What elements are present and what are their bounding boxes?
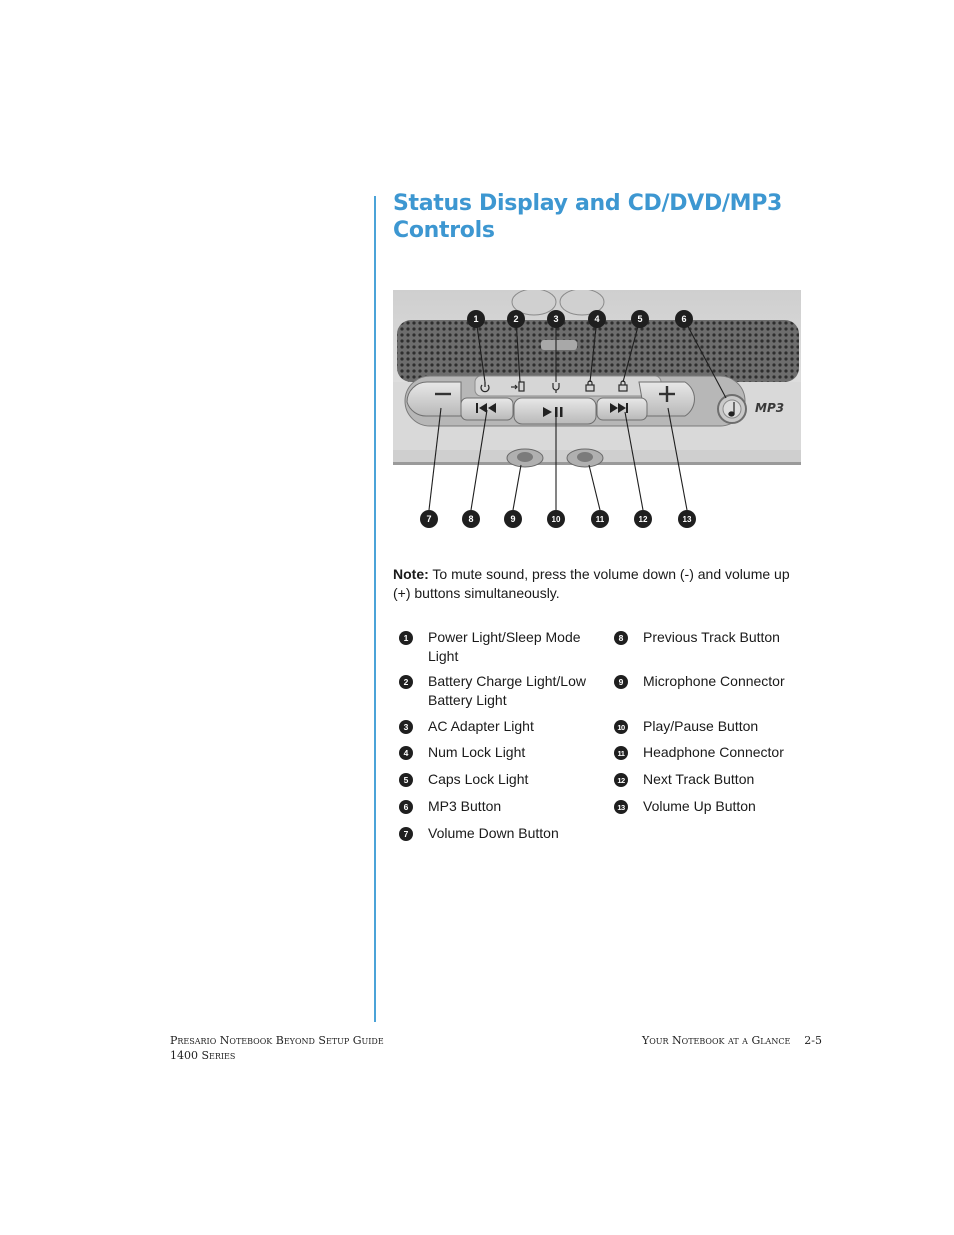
legend-text: Headphone Connector	[643, 744, 784, 760]
note	[393, 565, 803, 603]
legend-number: 5	[399, 773, 413, 787]
legend-text: Volume Up Button	[643, 798, 756, 814]
callout-11: 11	[595, 515, 605, 524]
page-number: 2-5	[804, 1034, 822, 1047]
legend-text: Next Track Button	[643, 771, 755, 787]
legend-text: Play/Pause Button	[643, 718, 759, 734]
legend-column-1	[399, 628, 599, 851]
legend-text: Battery Charge Light/Low Battery Light	[428, 673, 586, 708]
volume-down-button	[407, 382, 461, 416]
speaker-grille	[397, 320, 799, 382]
note-label: Note:	[393, 566, 429, 582]
legend-text: Volume Down Button	[428, 825, 559, 841]
controls-diagram	[393, 290, 803, 535]
callout-5: 5	[637, 314, 643, 324]
legend-text: Num Lock Light	[428, 744, 526, 760]
legend-text: Power Light/Sleep Mode Light	[428, 629, 581, 664]
status-display	[475, 376, 661, 396]
callout-12: 12	[638, 515, 648, 524]
legend-column-2	[614, 628, 814, 824]
callout-13: 13	[682, 515, 692, 524]
legend-number: 8	[614, 631, 628, 645]
legend-item	[614, 717, 814, 743]
legend-item	[614, 628, 814, 672]
legend-number: 4	[399, 746, 413, 760]
legend-text: MP3 Button	[428, 798, 502, 814]
legend-item	[399, 770, 599, 797]
legend-number: 7	[399, 827, 413, 841]
legend-text: Microphone Connector	[643, 673, 785, 689]
callout-3: 3	[553, 314, 559, 324]
legend-item	[614, 743, 814, 770]
callout-10: 10	[551, 515, 561, 524]
legend-item	[614, 797, 814, 824]
legend-number: 13	[614, 800, 628, 814]
footer-left	[170, 1033, 384, 1063]
callout-1: 1	[473, 314, 479, 324]
note-text: To mute sound, press the volume down (-) and volume up (+) buttons simultaneously.	[393, 566, 790, 601]
legend-item	[399, 824, 599, 851]
footer-guide-title: Presario Notebook Beyond Setup Guide	[170, 1034, 384, 1047]
footer-chapter-title: Your Notebook at a Glance	[641, 1034, 791, 1047]
callout-7: 7	[426, 514, 432, 524]
footer-series: 1400 Series	[170, 1049, 236, 1062]
page-title: Status Display and CD/DVD/MP3 Controls	[393, 191, 783, 243]
legend-text: Previous Track Button	[643, 629, 780, 645]
callout-9: 9	[510, 514, 516, 524]
legend-item	[399, 797, 599, 824]
footer-right	[642, 1033, 822, 1048]
legend-number: 2	[399, 675, 413, 689]
legend-text: Caps Lock Light	[428, 771, 529, 787]
mp3-logo: MP3	[755, 401, 785, 415]
legend-number: 6	[399, 800, 413, 814]
legend-item	[399, 628, 599, 672]
margin-rule	[374, 196, 376, 1022]
legend-number: 12	[614, 773, 628, 787]
legend-number: 10	[614, 720, 628, 734]
legend-number: 3	[399, 720, 413, 734]
callout-8: 8	[468, 514, 474, 524]
callout-2: 2	[513, 314, 519, 324]
legend-item	[399, 717, 599, 743]
callout-6: 6	[681, 314, 687, 324]
legend-number: 11	[614, 746, 628, 760]
legend-number: 9	[614, 675, 628, 689]
legend-item	[614, 672, 814, 717]
legend-item	[614, 770, 814, 797]
legend-item	[399, 743, 599, 770]
legend-text: AC Adapter Light	[428, 718, 534, 734]
legend-number: 1	[399, 631, 413, 645]
callout-4: 4	[594, 314, 600, 324]
legend-item	[399, 672, 599, 717]
